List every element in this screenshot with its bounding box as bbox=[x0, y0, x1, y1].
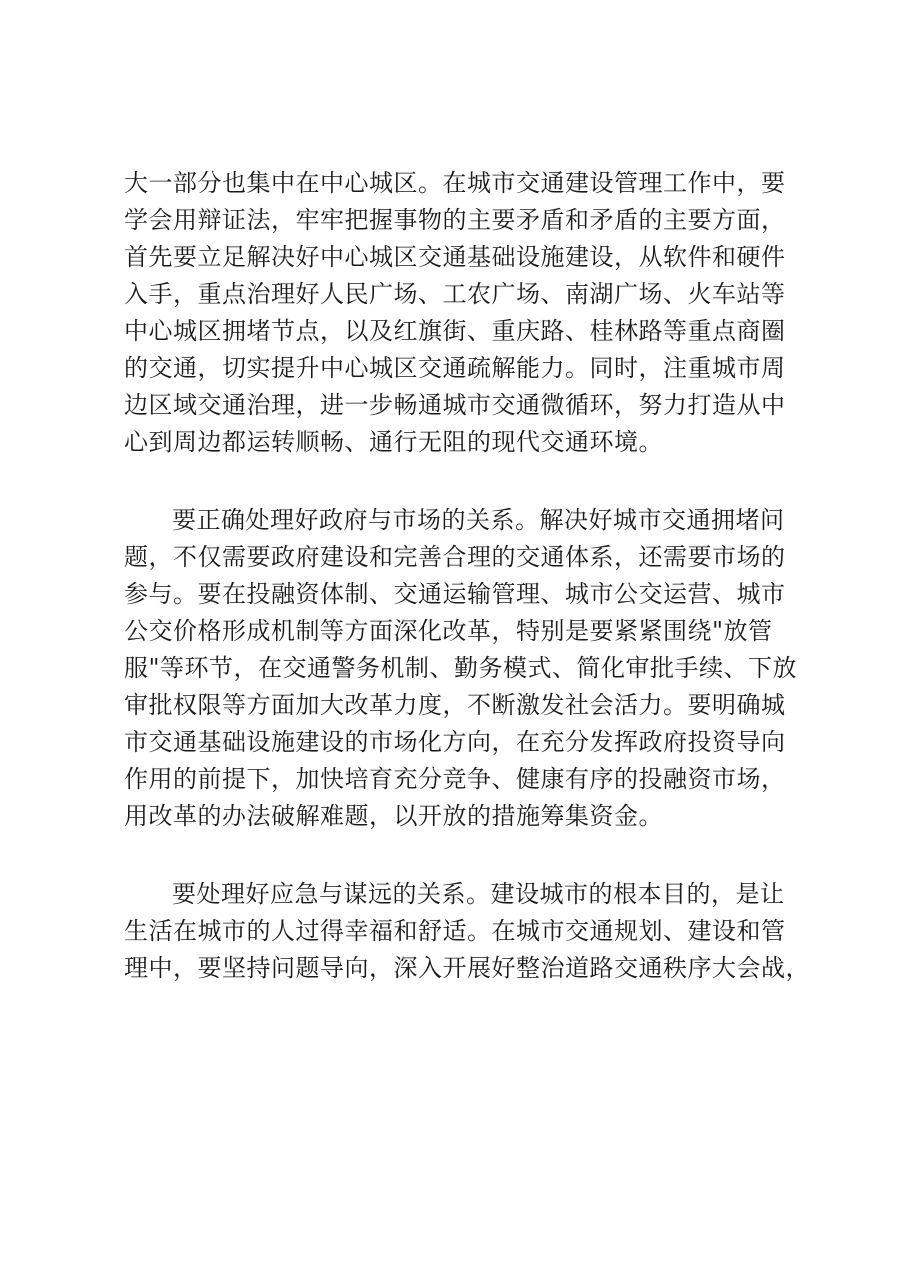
text-line: 学会用辩证法，牢牢把握事物的主要矛盾和矛盾的主要方面， bbox=[124, 206, 786, 234]
text-line: 题，不仅需要政府建设和完善合理的交通体系，还需要市场的 bbox=[124, 543, 786, 571]
text-line: 用改革的办法破解难题，以开放的措施筹集资金。 bbox=[124, 802, 663, 830]
text-line: 参与。要在投融资体制、交通运输管理、城市公交运营、城市 bbox=[124, 580, 786, 608]
text-line: 入手，重点治理好人民广场、工农广场、南湖广场、火车站等 bbox=[124, 280, 786, 308]
text-line: 服"等环节，在交通警务机制、勤务模式、简化审批手续、下放 bbox=[124, 654, 798, 682]
text-line: 首先要立足解决好中心城区交通基础设施建设，从软件和硬件 bbox=[124, 243, 786, 271]
text-line: 审批权限等方面加大改革力度，不断激发社会活力。要明确城 bbox=[124, 691, 786, 719]
text-line: 理中，要坚持问题导向，深入开展好整治道路交通秩序大会战， bbox=[124, 954, 810, 982]
text-line: 心到周边都运转顺畅、通行无阻的现代交通环境。 bbox=[124, 428, 663, 456]
text-line: 市交通基础设施建设的市场化方向，在充分发挥政府投资导向 bbox=[124, 728, 786, 756]
paragraph-first-line: 要正确处理好政府与市场的关系。解决好城市交通拥堵问 bbox=[172, 506, 785, 534]
text-line: 边区域交通治理，进一步畅通城市交通微循环，努力打造从中 bbox=[124, 391, 786, 419]
paragraph-first-line: 要处理好应急与谋远的关系。建设城市的根本目的，是让 bbox=[172, 880, 785, 908]
text-line: 大一部分也集中在中心城区。在城市交通建设管理工作中，要 bbox=[124, 169, 786, 197]
text-line: 公交价格形成机制等方面深化改革，特别是要紧紧围绕"放管 bbox=[124, 617, 773, 645]
text-line: 中心城区拥堵节点，以及红旗街、重庆路、桂林路等重点商圈 bbox=[124, 317, 786, 345]
text-line: 的交通，切实提升中心城区交通疏解能力。同时，注重城市周 bbox=[124, 354, 786, 382]
text-line: 作用的前提下，加快培育充分竞争、健康有序的投融资市场， bbox=[124, 765, 786, 793]
text-line: 生活在城市的人过得幸福和舒适。在城市交通规划、建设和管 bbox=[124, 917, 786, 945]
